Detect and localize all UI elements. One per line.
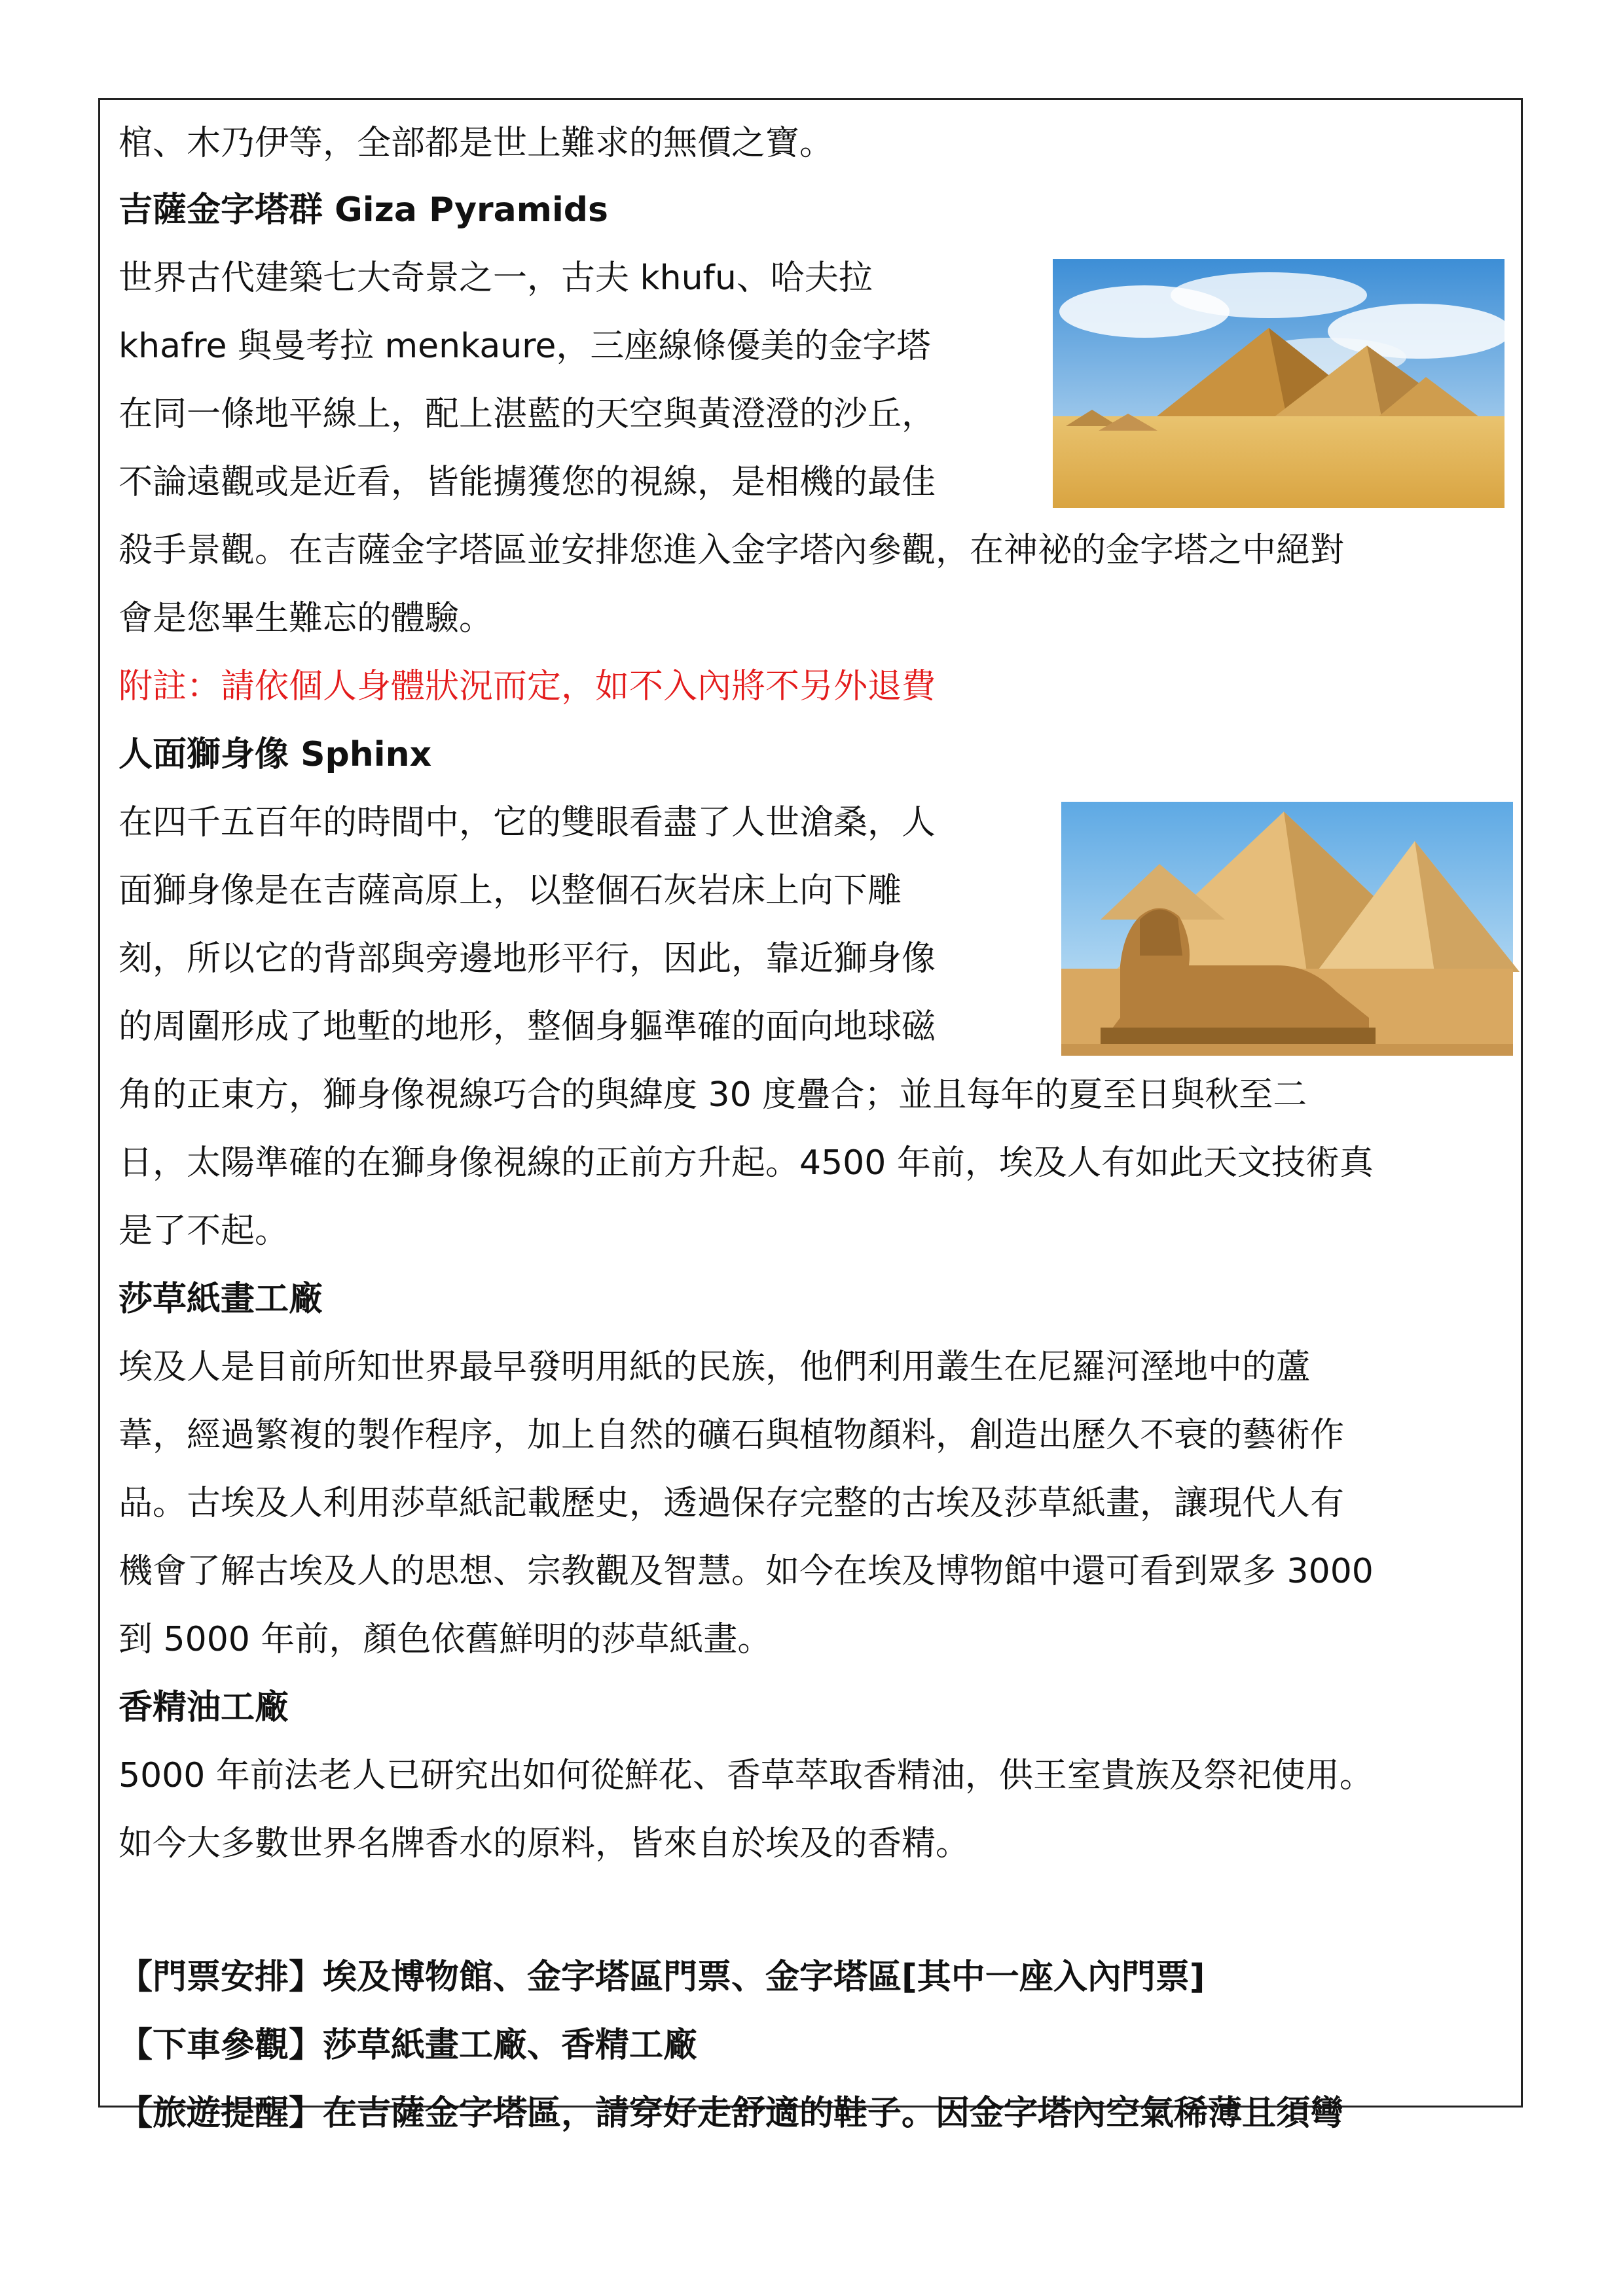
sphinx-line: 在四千五百年的時間中，它的雙眼看盡了人世滄桑，人 (119, 803, 936, 842)
perfume-line: 5000 年前法老人已研究出如何從鮮花、香草萃取香精油，供王室貴族及祭祀使用。 (119, 1756, 1374, 1795)
giza-pyramids-photo (1053, 259, 1504, 508)
papyrus-line: 品。古埃及人利用莎草紙記載歷史，透過保存完整的古埃及莎草紙畫，讓現代人有 (119, 1484, 1345, 1523)
sphinx-line: 是了不起。 (119, 1211, 289, 1251)
sphinx-line: 刻，所以它的背部與旁邊地形平行，因此，靠近獅身像 (119, 939, 936, 978)
papyrus-line: 機會了解古埃及人的思想、宗教觀及智慧。如今在埃及博物館中還可看到眾多 3000 (119, 1552, 1374, 1591)
giza-heading: 吉薩金字塔群 Giza Pyramids (119, 190, 608, 230)
giza-line: khafre 與曼考拉 menkaure，三座線條優美的金字塔 (119, 327, 931, 366)
papyrus-line: 埃及人是目前所知世界最早發明用紙的民族，他們利用叢生在尼羅河溼地中的蘆 (119, 1348, 1311, 1387)
papyrus-line: 到 5000 年前，顏色依舊鮮明的莎草紙畫。 (119, 1620, 772, 1659)
tickets-info: 【門票安排】埃及博物館、金字塔區門票、金字塔區[其中一座入內門票] (119, 1958, 1205, 1997)
giza-line: 在同一條地平線上，配上湛藍的天空與黃澄澄的沙丘， (119, 395, 936, 434)
sphinx-line: 的周圍形成了地塹的地形，整個身軀準確的面向地球磁 (119, 1007, 936, 1047)
giza-line: 會是您畢生難忘的體驗。 (119, 599, 494, 638)
papyrus-line: 葦，經過繁複的製作程序，加上自然的礦石與植物顏料，創造出歷久不衰的藝術作 (119, 1416, 1345, 1455)
perfume-heading: 香精油工廠 (119, 1688, 289, 1727)
sphinx-line: 日，太陽準確的在獅身像視線的正前方升起。4500 年前，埃及人有如此天文技術真 (119, 1143, 1374, 1183)
perfume-line: 如今大多數世界名牌香水的原料，皆來自於埃及的香精。 (119, 1824, 970, 1863)
sphinx-heading: 人面獅身像 Sphinx (119, 735, 432, 774)
document-page (98, 98, 1523, 2133)
giza-line: 殺手景觀。在吉薩金字塔區並安排您進入金字塔內參觀，在神祕的金字塔之中絕對 (119, 531, 1345, 570)
giza-note: 附註：請依個人身體狀況而定，如不入內將不另外退費 (119, 667, 936, 706)
giza-line: 世界古代建築七大奇景之一，古夫 khufu、哈夫拉 (119, 259, 873, 298)
papyrus-heading: 莎草紙畫工廠 (119, 1280, 323, 1319)
travel-reminder: 【旅遊提醒】在吉薩金字塔區，請穿好走舒適的鞋子。因金字塔內空氣稀薄且須彎 (119, 2094, 1345, 2133)
sphinx-line: 角的正東方，獅身像視線巧合的與緯度 30 度疊合；並且每年的夏至日與秋至二 (119, 1075, 1307, 1115)
sphinx-line: 面獅身像是在吉薩高原上，以整個石灰岩床上向下雕 (119, 871, 902, 910)
intro-line: 棺、木乃伊等，全部都是世上難求的無價之寶。 (119, 124, 834, 163)
visits-info: 【下車參觀】莎草紙畫工廠、香精工廠 (119, 2026, 698, 2065)
sphinx-photo (1061, 802, 1513, 1056)
giza-line: 不論遠觀或是近看，皆能擄獲您的視線，是相機的最佳 (119, 463, 936, 502)
